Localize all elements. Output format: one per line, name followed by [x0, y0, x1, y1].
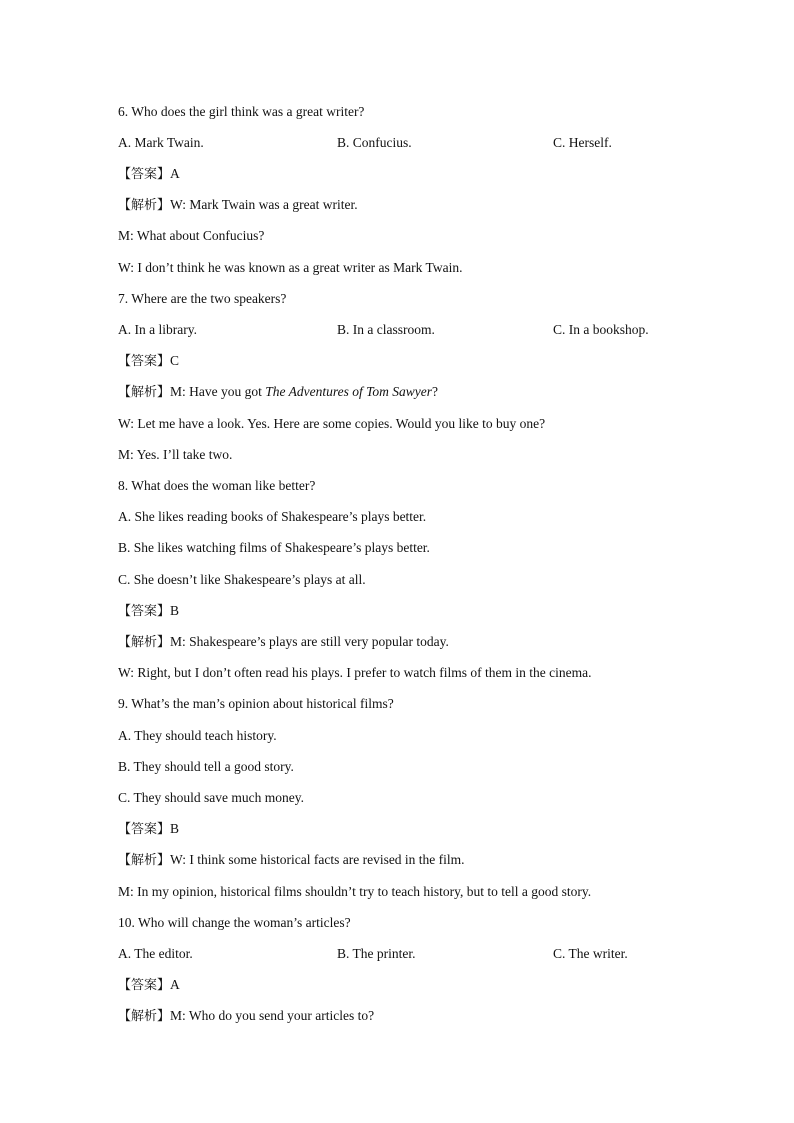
- q7-analysis-suffix: ?: [432, 384, 439, 399]
- analysis-label: 【解析】: [118, 198, 171, 213]
- answer-label: 【答案】: [118, 604, 171, 619]
- q9-question: 9. What’s the man’s opinion about historical films?: [118, 696, 394, 711]
- q8-option-a: A. She likes reading books of Shakespeare’s plays better.: [118, 509, 427, 524]
- q7-question: 7. Where are the two speakers?: [118, 291, 287, 306]
- q9-option-c: C. They should save much money.: [118, 790, 304, 805]
- q8-option-b: B. She likes watching films of Shakespeare’s plays better.: [118, 540, 430, 555]
- q6-analysis-line-2: M: What about Confucius?: [118, 228, 265, 243]
- q7-option-b: B. In a classroom.: [337, 322, 435, 337]
- q10-analysis-text-1: M: Who do you send your articles to?: [170, 1008, 375, 1023]
- q9-answer-value: B: [170, 821, 180, 836]
- q6-option-a: A. Mark Twain.: [118, 135, 204, 150]
- answer-label: 【答案】: [118, 822, 171, 837]
- q8-analysis-text-1: M: Shakespeare’s plays are still very popular today.: [170, 634, 449, 649]
- q10-options: [118, 945, 738, 963]
- q8-analysis-line-1: [118, 633, 449, 652]
- q10-question: 10. Who will change the woman’s articles?: [118, 915, 351, 930]
- q10-option-b: B. The printer.: [337, 946, 416, 961]
- q9-analysis-line-2: M: In my opinion, historical films shouldn’t try to teach history, but to tell a good story.: [118, 884, 592, 899]
- q7-option-a: A. In a library.: [118, 322, 197, 337]
- q6-question: 6. Who does the girl think was a great writer?: [118, 104, 365, 119]
- q6-analysis-text-1: W: Mark Twain was a great writer.: [170, 197, 358, 212]
- q10-option-c: C. The writer.: [553, 946, 628, 961]
- q6-analysis-line-1: [118, 196, 358, 215]
- q8-question: 8. What does the woman like better?: [118, 478, 316, 493]
- q10-analysis-line-1: [118, 1007, 374, 1026]
- analysis-label: 【解析】: [118, 853, 171, 868]
- q9-option-b: B. They should tell a good story.: [118, 759, 294, 774]
- q7-answer-value: C: [170, 353, 180, 368]
- q7-book-title: The Adventures of Tom Sawyer: [265, 384, 433, 399]
- q8-option-c: C. She doesn’t like Shakespeare’s plays at all.: [118, 572, 366, 587]
- q9-option-a: A. They should teach history.: [118, 728, 277, 743]
- q7-analysis-prefix: M: Have you got: [170, 384, 266, 399]
- answer-label: 【答案】: [118, 167, 171, 182]
- q10-answer-value: A: [170, 977, 180, 992]
- q6-option-b: B. Confucius.: [337, 135, 412, 150]
- q9-answer: [118, 820, 179, 839]
- q7-analysis-line-1: [118, 383, 438, 402]
- q8-answer-value: B: [170, 603, 180, 618]
- q6-answer: [118, 165, 180, 184]
- q6-options: [118, 134, 738, 152]
- answer-label: 【答案】: [118, 978, 171, 993]
- q7-analysis-line-3: M: Yes. I’ll take two.: [118, 447, 233, 462]
- q8-answer: [118, 602, 179, 621]
- analysis-label: 【解析】: [118, 635, 171, 650]
- q8-analysis-line-2: W: Right, but I don’t often read his plays. I prefer to watch films of them in the cinema.: [118, 665, 592, 680]
- q10-option-a: A. The editor.: [118, 946, 193, 961]
- q7-answer: [118, 352, 179, 371]
- q10-answer: [118, 976, 180, 995]
- q7-option-c: C. In a bookshop.: [553, 322, 649, 337]
- answer-label: 【答案】: [118, 354, 171, 369]
- q9-analysis-line-1: [118, 851, 465, 870]
- q7-analysis-line-2: W: Let me have a look. Yes. Here are some copies. Would you like to buy one?: [118, 416, 546, 431]
- q9-analysis-text-1: W: I think some historical facts are revised in the film.: [170, 852, 465, 867]
- q6-answer-value: A: [170, 166, 180, 181]
- analysis-label: 【解析】: [118, 385, 171, 400]
- q6-option-c: C. Herself.: [553, 135, 612, 150]
- analysis-label: 【解析】: [118, 1009, 171, 1024]
- q7-options: [118, 321, 738, 339]
- q6-analysis-line-3: W: I don’t think he was known as a great writer as Mark Twain.: [118, 260, 463, 275]
